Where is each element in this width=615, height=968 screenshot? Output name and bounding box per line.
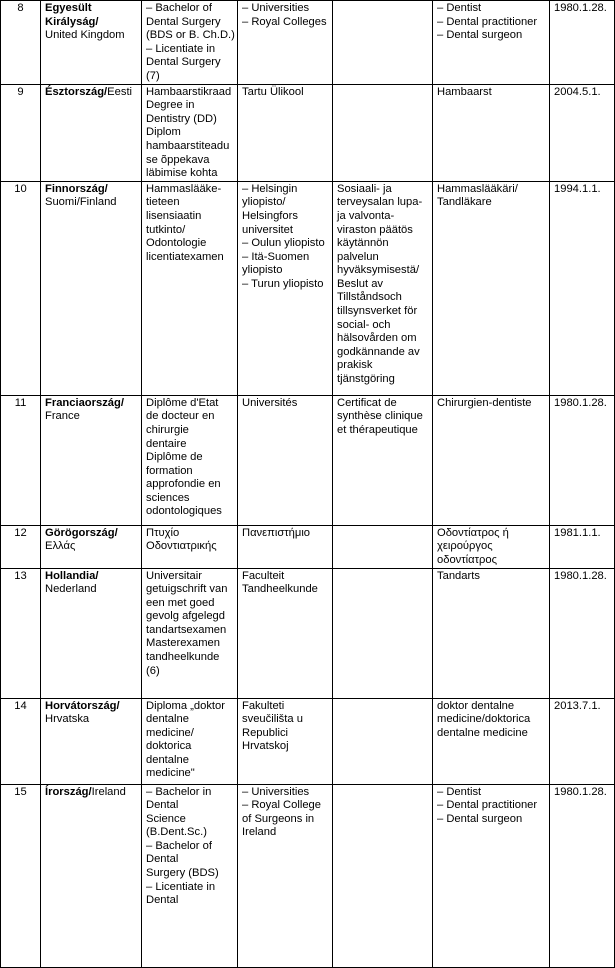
cell-line: – Oulun yliopisto (242, 237, 325, 250)
cell-line: chirurgie (146, 423, 189, 436)
cell-line: läbimise kohta (146, 167, 218, 180)
cell-line: – Dental practitioner (437, 799, 538, 812)
cell-line: lisensiaatin (146, 209, 202, 222)
cell-line: – Turun yliopisto (242, 277, 324, 290)
diploma-cell (142, 698, 238, 784)
cell-line: viraston päätös (337, 223, 413, 236)
awarding-body-cell (238, 568, 333, 698)
cell-line: Chirurgien-dentiste (437, 396, 532, 409)
cell-line: doktorica (146, 740, 192, 753)
cell-line: – Dental surgeon (437, 29, 523, 42)
country-name-hungarian: Hollandia/ (45, 569, 99, 582)
cell-line: Republici (242, 726, 289, 739)
table-row (1, 395, 615, 525)
row-number: 9 (1, 84, 41, 181)
cell-line: medicine/ (146, 726, 194, 739)
cell-line: of Surgeons in (242, 812, 315, 825)
cell-line: United Kingdom (45, 29, 125, 42)
cell-line: Odontologie (146, 237, 207, 250)
country-name-line (45, 700, 137, 714)
cell-line: Dental (146, 853, 179, 866)
cell-line: Tillståndsoch (337, 291, 402, 304)
professional-title-cell (433, 181, 550, 395)
row-number: 15 (1, 784, 41, 967)
reference-date: 1980.1.28. (550, 568, 615, 698)
certificate-cell (333, 395, 433, 525)
cell-line: (BDS or B. Ch.D.) (146, 29, 235, 42)
cell-line: godkännande av (337, 345, 420, 358)
cell-line: – Bachelor of (146, 839, 212, 852)
cell-line: Dental Surgery (146, 56, 221, 69)
cell-line: Masterexamen (146, 637, 220, 650)
row-number: 8 (1, 1, 41, 85)
country-name-hungarian: Királyság/ (45, 15, 99, 28)
country-cell (41, 698, 142, 784)
cell-line: Fakulteti (242, 699, 285, 712)
country-name-hungarian: Franciaország/ (45, 396, 124, 409)
table-row (1, 84, 615, 181)
cell-line: universitet (242, 223, 293, 236)
cell-line: medicine/doktorica (437, 713, 531, 726)
cell-line: Πανεπιστήμιο (242, 526, 311, 539)
cell-line: yliopisto (242, 264, 283, 277)
diploma-cell (142, 568, 238, 698)
cell-line: dentaire (146, 437, 187, 450)
cell-line: Dental (146, 894, 179, 907)
cell-line: Hammaslääke- (146, 182, 222, 195)
awarding-body-cell (238, 395, 333, 525)
country-name-line (45, 786, 137, 800)
cell-line: Hambaarst (437, 85, 492, 98)
country-name-native: Ireland (91, 785, 126, 798)
country-name-line (45, 86, 137, 100)
row-number: 11 (1, 395, 41, 525)
cell-line: – Universities (242, 785, 310, 798)
certificate-cell (333, 84, 433, 181)
diploma-cell (142, 525, 238, 568)
professional-title-cell (433, 784, 550, 967)
country-name-line (45, 183, 137, 197)
table-body (1, 1, 615, 968)
cell-line: Universités (242, 396, 298, 409)
cell-line: Sosiaali- ja (337, 182, 392, 195)
cell-line: hambaarstiteadu (146, 139, 230, 152)
cell-line: tandartsexamen (146, 623, 227, 636)
country-cell (41, 181, 142, 395)
cell-line: formation (146, 464, 193, 477)
cell-line: een met goed (146, 596, 215, 609)
professional-title-cell (433, 525, 550, 568)
cell-line: – Helsingin (242, 182, 298, 195)
cell-line: – Royal Colleges (242, 15, 327, 28)
country-cell (41, 784, 142, 967)
reference-date: 1980.1.28. (550, 395, 615, 525)
cell-line: Faculteit (242, 569, 285, 582)
awarding-body-cell (238, 784, 333, 967)
professional-title-cell (433, 568, 550, 698)
cell-line: Science (146, 812, 186, 825)
cell-line: tandheelkunde (146, 651, 220, 664)
cell-line: Dental Surgery (146, 15, 221, 28)
cell-line: Ελλάς (45, 540, 76, 553)
cell-line: – Dental practitioner (437, 15, 538, 28)
cell-line: medicine" (146, 767, 195, 780)
table-row (1, 784, 615, 967)
cell-line: Dentistry (DD) (146, 112, 217, 125)
awarding-body-cell (238, 181, 333, 395)
cell-line: se õppekava (146, 153, 210, 166)
cell-line: hyväksymisestä/ (337, 264, 420, 277)
cell-line: Suomi/Finland (45, 196, 117, 209)
cell-line: de docteur en (146, 410, 215, 423)
cell-line: tillsynsverket för (337, 305, 418, 318)
awarding-body-cell (238, 525, 333, 568)
cell-line: (6) (146, 664, 160, 677)
cell-line: Degree in (146, 99, 195, 112)
cell-line: prakisk (337, 359, 373, 372)
cell-line: Hrvatskoj (242, 740, 289, 753)
country-name-hungarian: Egyesült (45, 2, 92, 14)
cell-line: Beslut av (337, 277, 384, 290)
country-name-hungarian: Finnország/ (45, 182, 108, 195)
cell-line: Tandheelkunde (242, 583, 318, 596)
diploma-cell (142, 181, 238, 395)
cell-line: approfondie en (146, 478, 221, 491)
cell-line: dentalne (146, 753, 189, 766)
cell-line: sveučilišta u (242, 713, 303, 726)
cell-line: gevolg afgelegd (146, 610, 226, 623)
cell-line: Tandläkare (437, 196, 492, 209)
cell-line: – Dental surgeon (437, 812, 523, 825)
professional-title-cell (433, 698, 550, 784)
cell-line: – Licentiate in (146, 880, 216, 893)
cell-line: Πτυχίο (146, 526, 180, 539)
row-number: 13 (1, 568, 41, 698)
certificate-cell (333, 181, 433, 395)
cell-line: – Bachelor in (146, 785, 212, 798)
cell-line: οδοντίατρος (437, 553, 498, 566)
cell-line: χειρούργος (437, 540, 493, 553)
country-name-native: Eesti (107, 85, 133, 98)
cell-line: licentiatexamen (146, 250, 224, 263)
reference-date: 2004.5.1. (550, 84, 615, 181)
country-name-line (45, 397, 137, 411)
cell-line: tieteen (146, 196, 180, 209)
country-name-hungarian: Görögország/ (45, 526, 118, 539)
country-name-hungarian: Horvátország/ (45, 699, 120, 712)
cell-line: synthèse clinique (337, 410, 423, 423)
country-name-line (45, 527, 137, 541)
country-cell (41, 84, 142, 181)
cell-line: social- och (337, 318, 391, 331)
cell-line: Diploma „doktor (146, 699, 225, 712)
certificate-cell (333, 568, 433, 698)
table-row (1, 525, 615, 568)
certificate-cell (333, 525, 433, 568)
cell-line: dentalne medicine (437, 726, 528, 739)
cell-line: France (45, 410, 80, 423)
diploma-cell (142, 84, 238, 181)
cell-line: Hammaslääkäri/ (437, 182, 518, 195)
professional-title-cell (433, 1, 550, 85)
awarding-body-cell (238, 1, 333, 85)
reference-date: 1980.1.28. (550, 1, 615, 85)
cell-line: ja valvonta- (337, 209, 395, 222)
cell-line: (B.Dent.Sc.) (146, 826, 207, 839)
diploma-cell (142, 784, 238, 967)
cell-line: odontologiques (146, 505, 222, 518)
cell-line: – Bachelor of (146, 2, 212, 14)
reference-date: 1981.1.1. (550, 525, 615, 568)
cell-line: Universitair (146, 569, 202, 582)
cell-line: dentalne (146, 713, 189, 726)
cell-line: Helsingfors (242, 209, 298, 222)
cell-line: tutkinto/ (146, 223, 186, 236)
country-cell (41, 395, 142, 525)
reference-date: 2013.7.1. (550, 698, 615, 784)
certificate-cell (333, 784, 433, 967)
cell-line: Οδοντίατρος ή (437, 526, 509, 539)
cell-line: getuigschrift van (146, 583, 228, 596)
cell-line: Ireland (242, 826, 277, 839)
cell-line: doktor dentalne (437, 699, 515, 712)
country-cell (41, 568, 142, 698)
cell-line: – Itä-Suomen (242, 250, 310, 263)
country-cell (41, 525, 142, 568)
country-name-line (45, 16, 137, 30)
cell-line: terveysalan lupa- (337, 196, 423, 209)
cell-line: Tandarts (437, 569, 480, 582)
cell-line: yliopisto/ (242, 196, 286, 209)
cell-line: Nederland (45, 583, 97, 596)
reference-date: 1994.1.1. (550, 181, 615, 395)
row-number: 14 (1, 698, 41, 784)
cell-line: et thérapeutique (337, 423, 418, 436)
table-row (1, 698, 615, 784)
awarding-body-cell (238, 698, 333, 784)
table-row (1, 1, 615, 85)
cell-line: – Licentiate in (146, 42, 216, 55)
cell-line: Tartu Ülikool (242, 85, 304, 98)
row-number: 12 (1, 525, 41, 568)
cell-line: palvelun (337, 250, 379, 263)
professional-title-cell (433, 395, 550, 525)
country-cell (41, 1, 142, 85)
diploma-cell (142, 395, 238, 525)
cell-line: Dental (146, 799, 179, 812)
country-name-hungarian: Írország/ (45, 785, 92, 798)
cell-line: Certificat de (337, 396, 397, 409)
cell-line: Οδοντιατρικής (146, 540, 217, 553)
cell-line: – Universities (242, 2, 310, 14)
cell-line: – Dentist (437, 2, 482, 14)
cell-line: Hambaarstikraad (146, 85, 232, 98)
cell-line: – Royal College (242, 799, 321, 812)
country-name-hungarian: Észtország/ (45, 85, 108, 98)
cell-line: sciences (146, 491, 190, 504)
cell-line: käytännön (337, 237, 389, 250)
cell-line: (7) (146, 69, 160, 82)
country-name-line (45, 2, 137, 16)
cell-line: tjänstgöring (337, 373, 395, 386)
table-row (1, 568, 615, 698)
diploma-cell (142, 1, 238, 85)
cell-line: Surgery (BDS) (146, 867, 219, 880)
cell-line: Diplom (146, 126, 181, 139)
certificate-cell (333, 1, 433, 85)
cell-line: Hrvatska (45, 713, 90, 726)
table-row (1, 181, 615, 395)
professional-title-cell (433, 84, 550, 181)
country-name-line (45, 570, 137, 584)
reference-date: 1980.1.28. (550, 784, 615, 967)
cell-line: – Dentist (437, 785, 482, 798)
cell-line: hälsovården om (337, 332, 417, 345)
cell-line: Diplôme de (146, 451, 203, 464)
cell-line: Diplôme d'Etat (146, 396, 219, 409)
certificate-cell (333, 698, 433, 784)
awarding-body-cell (238, 84, 333, 181)
row-number: 10 (1, 181, 41, 395)
